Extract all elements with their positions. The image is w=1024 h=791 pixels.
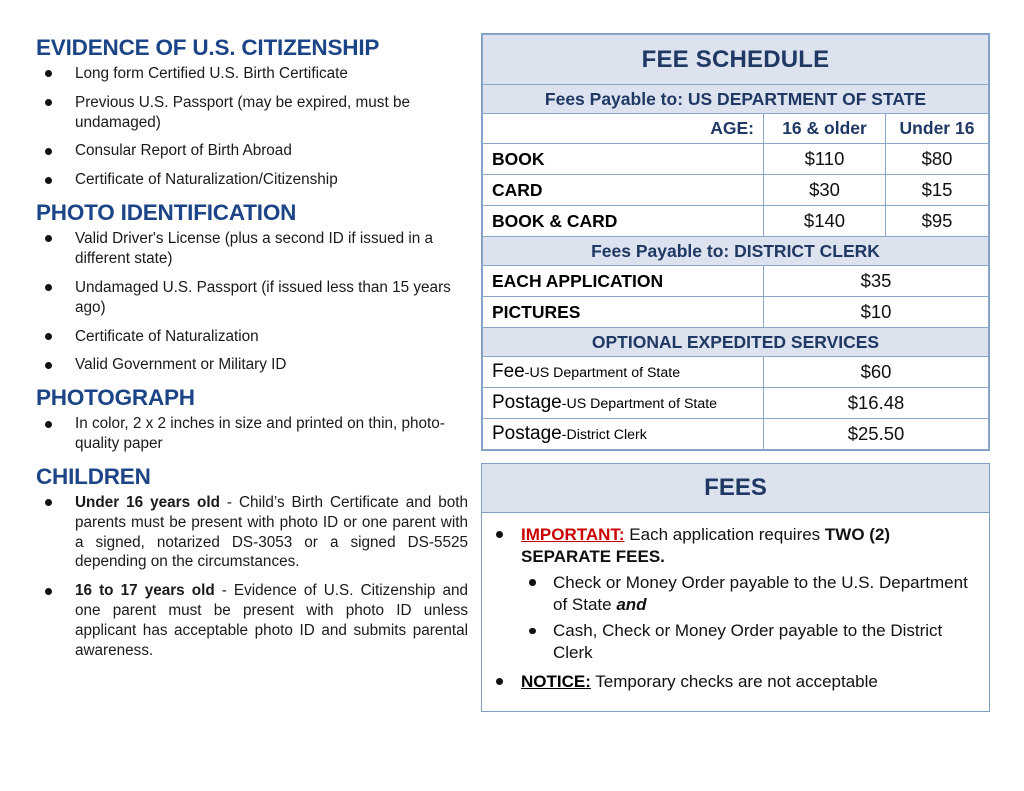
list-item-label: Certificate of Naturalization/Citizenship — [75, 171, 338, 189]
table-row — [483, 206, 989, 237]
bullet-icon — [496, 531, 503, 538]
row-label — [483, 357, 764, 388]
row-label: PICTURES — [483, 297, 764, 328]
list-item-label: Undamaged U.S. Passport (if issued less than 15 years ago) — [75, 278, 451, 316]
list-item — [521, 572, 979, 616]
section-heading: EVIDENCE OF U.S. CITIZENSHIP — [36, 35, 380, 60]
list-item — [36, 327, 468, 347]
list-item — [36, 229, 468, 269]
list-item-label: Valid Government or Military ID — [75, 356, 287, 374]
requirements-column — [36, 36, 468, 672]
list-item — [36, 170, 468, 190]
table-row — [483, 175, 989, 206]
list-item-label: Cash, Check or Money Order payable to the District Clerk — [553, 621, 943, 663]
section-children — [36, 465, 468, 661]
section-photograph — [36, 386, 468, 454]
important-label: IMPORTANT: — [521, 525, 625, 544]
table-band-row — [483, 328, 989, 357]
row-value: $16.48 — [764, 388, 989, 419]
list-item — [36, 141, 468, 161]
row-value: $10 — [764, 297, 989, 328]
list-item — [488, 671, 979, 693]
row-label: EACH APPLICATION — [483, 266, 764, 297]
row-value: $60 — [764, 357, 989, 388]
row-label-main: Postage — [492, 423, 562, 444]
bullet-icon — [45, 588, 52, 595]
bullet-list — [36, 414, 468, 454]
list-item — [36, 581, 468, 661]
column-header-16-older: 16 & older — [764, 114, 886, 144]
list-item — [521, 620, 979, 664]
column-header-under-16: Under 16 — [886, 114, 989, 144]
bullet-list — [36, 493, 468, 661]
list-item-label: Check or Money Order payable to the U.S. Department of State — [553, 573, 968, 615]
list-item-emphasis: and — [616, 595, 647, 615]
list-item-label: - Evidence of U.S. Citizenship and one parent must be present with photo ID unless applicant has acceptable photo ID and submits parental awareness. — [75, 582, 468, 659]
bullet-icon — [45, 333, 52, 340]
bullet-icon — [45, 362, 52, 369]
row-label-sub: -District Clerk — [561, 427, 647, 443]
list-item-label: - Child’s Birth Certificate and both parents must be present with photo ID or one parent with a signed, notarized DS-3053 or a signed DS-5525 depending on the circumstances. — [75, 493, 468, 571]
fee-schedule-title: FEE SCHEDULE — [483, 35, 989, 85]
list-item — [36, 278, 468, 318]
band-optional-expedited: OPTIONAL EXPEDITED SERVICES — [483, 328, 989, 357]
row-value: $25.50 — [764, 419, 989, 450]
bullet-icon — [45, 284, 52, 291]
row-value: $35 — [764, 266, 989, 297]
row-label: BOOK — [483, 144, 764, 175]
list-item — [36, 493, 468, 573]
fees-bullet-list — [488, 524, 979, 693]
fees-box-title: FEES — [482, 464, 989, 513]
row-value-under: $80 — [886, 144, 989, 175]
list-item-lead: Under 16 years old — [75, 493, 220, 511]
row-value-under: $95 — [886, 206, 989, 237]
band-fees-payable-state: Fees Payable to: US DEPARTMENT OF STATE — [483, 85, 989, 114]
list-item — [36, 355, 468, 375]
row-label-sub: -US Department of State — [561, 396, 718, 412]
row-label-sub: -US Department of State — [524, 365, 681, 381]
row-value-older: $110 — [764, 144, 886, 175]
fee-schedule-table-container — [481, 33, 990, 451]
row-value-under: $15 — [886, 175, 989, 206]
section-heading: CHILDREN — [36, 463, 151, 489]
row-label — [483, 388, 764, 419]
row-label — [483, 419, 764, 450]
bullet-icon — [45, 148, 52, 155]
section-heading: PHOTO IDENTIFICATION — [36, 200, 297, 226]
important-bold-text: TWO (2) SEPARATE FEES. — [521, 525, 891, 567]
fees-sub-list — [521, 572, 979, 664]
list-item — [36, 93, 468, 133]
bullet-icon — [45, 421, 52, 428]
list-item-lead: 16 to 17 years old — [75, 582, 215, 600]
table-title-row — [483, 35, 989, 85]
table-band-row — [483, 85, 989, 114]
important-text: Each application requires — [624, 525, 825, 544]
bullet-icon — [529, 579, 536, 586]
table-row — [483, 144, 989, 175]
table-row — [483, 357, 989, 388]
bullet-icon — [45, 99, 52, 106]
bullet-icon — [45, 499, 52, 506]
row-value-older: $30 — [764, 175, 886, 206]
section-heading: PHOTOGRAPH — [36, 385, 195, 411]
table-row — [483, 297, 989, 328]
notice-text: Temporary checks are not acceptable — [590, 671, 878, 691]
fee-schedule-table — [482, 34, 989, 450]
table-row — [483, 266, 989, 297]
bullet-icon — [45, 235, 52, 242]
bullet-icon — [496, 678, 503, 685]
fees-box-body — [482, 513, 989, 711]
table-header-row — [483, 114, 989, 144]
list-item-label: Previous U.S. Passport (may be expired, must be undamaged) — [75, 93, 410, 131]
list-item — [36, 64, 468, 84]
band-fees-payable-clerk: Fees Payable to: DISTRICT CLERK — [483, 237, 989, 266]
list-item-label: Valid Driver's License (plus a second ID if issued in a different state) — [75, 230, 434, 267]
table-row — [483, 388, 989, 419]
list-item — [488, 524, 979, 665]
list-item-label: In color, 2 x 2 inches in size and printed on thin, photo-quality paper — [75, 415, 445, 453]
age-label: AGE: — [483, 114, 764, 144]
bullet-icon — [45, 70, 52, 77]
bullet-icon — [45, 177, 52, 184]
table-row — [483, 419, 989, 450]
fees-column — [481, 33, 990, 712]
row-label: BOOK & CARD — [483, 206, 764, 237]
bullet-icon — [529, 628, 536, 635]
row-value-older: $140 — [764, 206, 886, 237]
row-label-main: Postage — [492, 392, 562, 413]
list-item-label: Long form Certified U.S. Birth Certificate — [75, 64, 348, 82]
list-item-label: Consular Report of Birth Abroad — [75, 142, 292, 160]
row-label-main: Fee — [492, 361, 525, 382]
row-label: CARD — [483, 175, 764, 206]
section-photo-identification — [36, 201, 468, 375]
section-evidence-of-citizenship — [36, 36, 468, 190]
bullet-list — [36, 64, 468, 190]
table-band-row — [483, 237, 989, 266]
list-item — [36, 414, 468, 454]
fees-box — [481, 463, 990, 712]
notice-label: NOTICE: — [521, 671, 591, 691]
list-item-label: Certificate of Naturalization — [75, 327, 259, 345]
bullet-list — [36, 229, 468, 375]
